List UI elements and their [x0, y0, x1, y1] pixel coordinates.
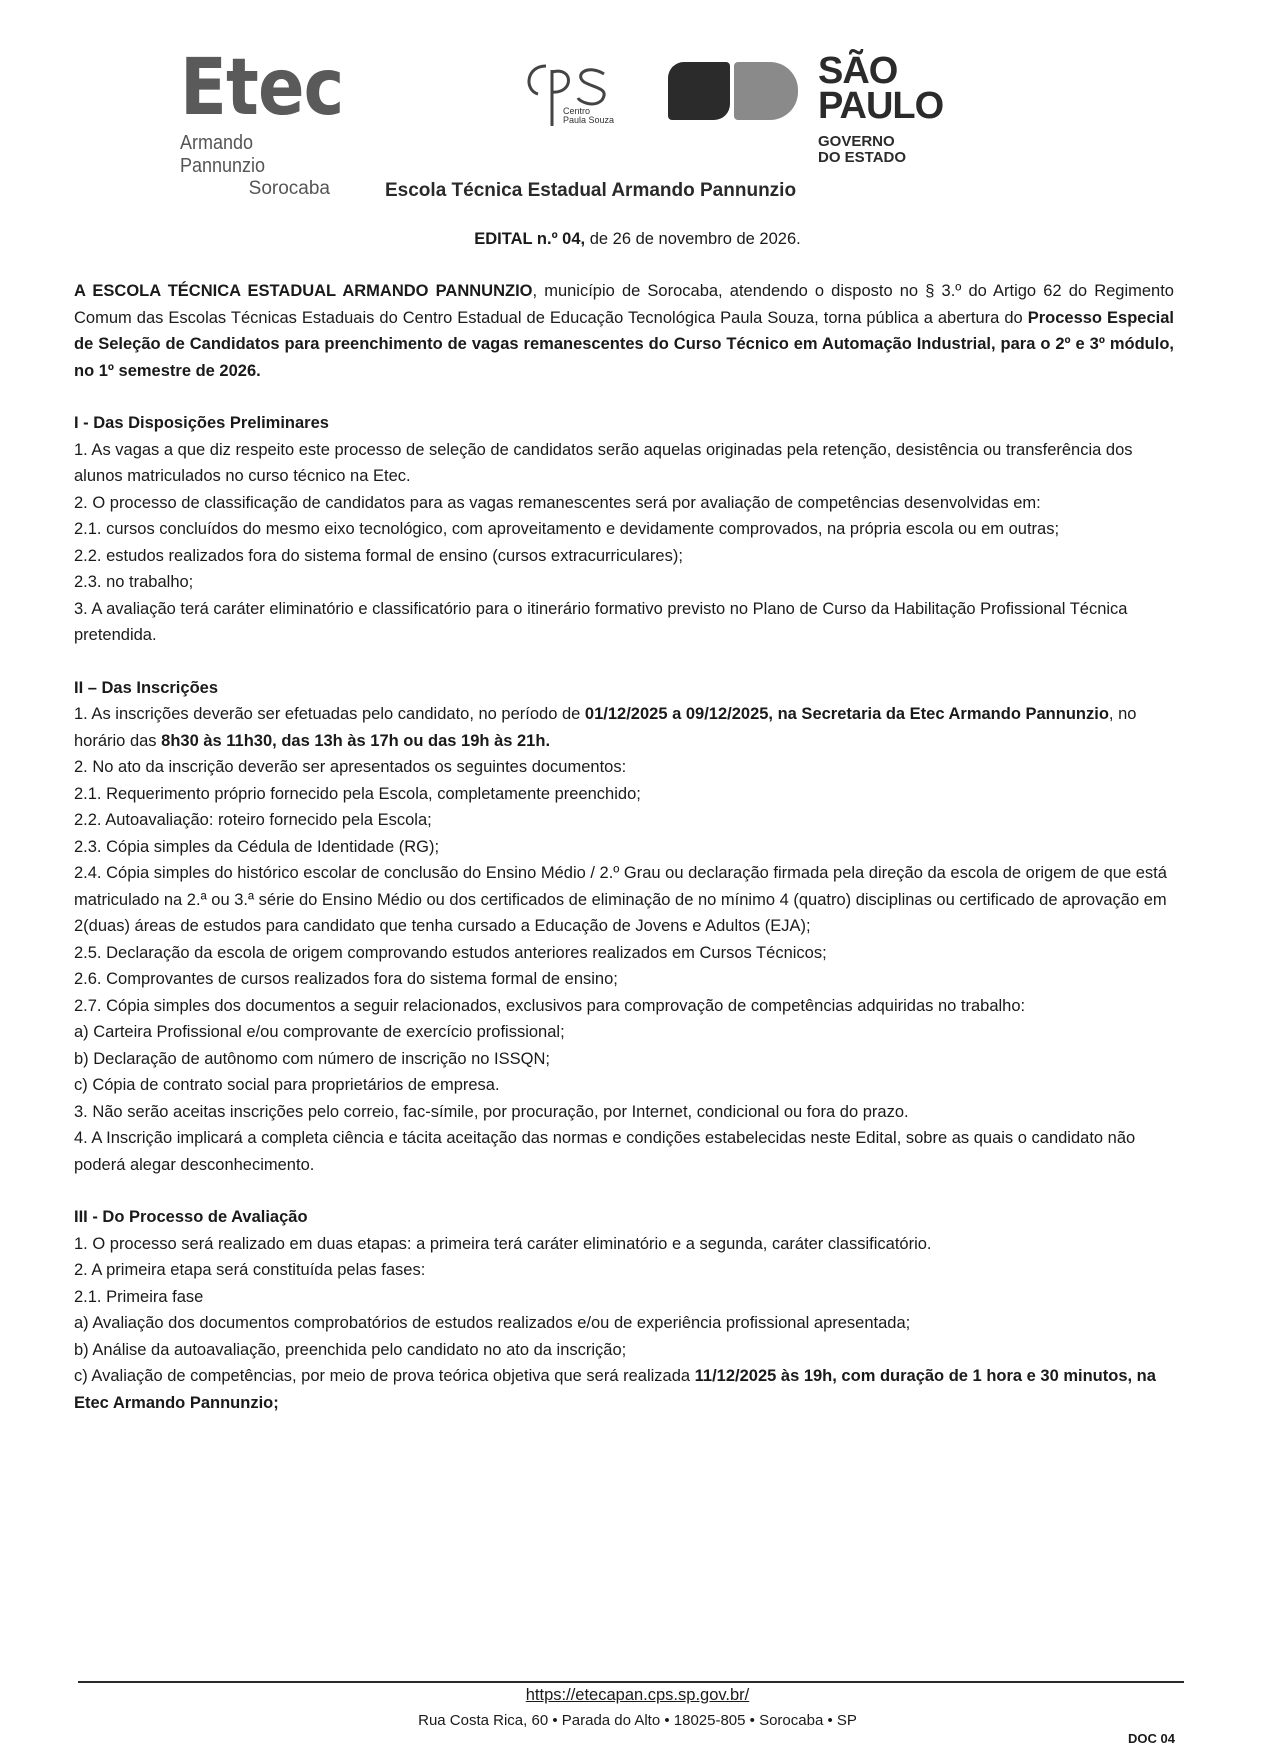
footer-address: Rua Costa Rica, 60 • Parada do Alto • 18025-805 • Sorocaba • SP [418, 1712, 857, 1729]
list-item: 2.7. Cópia simples dos documentos a seguir relacionados, exclusivos para comprovação de competências adquiridas no trabalho: [74, 996, 1026, 1015]
list-item [74, 1363, 1174, 1416]
list-item: 2.6. Comprovantes de cursos realizados fora do sistema formal de ensino; [74, 970, 618, 988]
list-item: 3. A avaliação terá caráter eliminatório e classificatório para o itinerário formativo previsto no Plano de Curso da Habilitação Profissional Técnica pretendida. [74, 599, 1128, 644]
list-item: 2.4. Cópia simples do histórico escolar de conclusão do Ensino Médio / 2.º Grau ou declaração firmada pela direção da escola de origem de que está matriculado na 2.ª ou 3.ª série do Ensino Médio ou dos certificados de eliminação de no mínimo 4 (quatro) disciplinas ou certificado de aprovação em 2(duas) áreas de estudos para candidato que tenha cursado a Educação de Jovens e Adultos (EJA); [74, 864, 1167, 935]
list-item: c) Cópia de contrato social para proprietários de empresa. [74, 1076, 500, 1094]
sao-paulo-logo-icon [668, 62, 798, 120]
list-item: 1. As vagas a que diz respeito este processo de seleção de candidatos serão aquelas originadas pela retenção, desistência ou transferência dos alunos matriculados no curso técnico na Etec. [74, 440, 1133, 485]
footer-divider [78, 1681, 1184, 1683]
inscricoes-period: 01/12/2025 a 09/12/2025, na Secretaria da Etec Armando Pannunzio [584, 705, 1109, 723]
intro-school-name: A ESCOLA TÉCNICA ESTADUAL ARMANDO PANNUNZIO [74, 282, 533, 300]
cps-logo-text [563, 107, 614, 125]
intro-process-title: Processo Especial de Seleção de Candidatos para preenchimento de vagas remanescentes do Curso Técnico em Automação Industrial, para o 2º e 3º módulo, no 1º semestre de 2026. [74, 308, 1174, 380]
list-item: b) Declaração de autônomo com número de inscrição no ISSQN; [74, 1049, 550, 1068]
list-item: 2.2. Autoavaliação: roteiro fornecido pela Escola; [74, 811, 432, 829]
list-item: 2. No ato da inscrição deverão ser apresentados os seguintes documentos: [74, 758, 627, 776]
list-item: 2.1. Requerimento próprio fornecido pela Escola, completamente preenchido; [74, 784, 641, 803]
edital-number: EDITAL n.º 04, [474, 230, 586, 248]
sp-logo-s-shape [668, 62, 730, 120]
list-item: 2.5. Declaração da escola de origem comprovando estudos anteriores realizados em Cursos Técnicos; [74, 943, 827, 962]
etec-logo-city: Sorocaba [248, 178, 330, 199]
sp-logo-line1: SÃO [818, 50, 898, 92]
cps-logo-line2: Paula Souza [563, 115, 615, 125]
inscricoes-text: , no horário das [74, 705, 1137, 750]
sp-logo-gov2: DO ESTADO [818, 149, 907, 166]
school-name: Escola Técnica Estadual Armando Pannunzio [385, 180, 797, 201]
section-title-inscricoes: II – Das Inscrições [74, 678, 218, 697]
list-item: 2. A primeira etapa será constituída pelas fases: [74, 1261, 426, 1279]
list-item: 2.3. no trabalho; [74, 573, 194, 591]
list-item: 2.1. Primeira fase [74, 1287, 204, 1306]
intro-text: , município de Sorocaba, atendendo o disposto no § 3.º do Artigo 62 do Regimento Comum das Escolas Técnicas Estaduais do Centro Estadual de Educação Tecnológica Paula Souza, torna pública a abertura do [74, 282, 1174, 327]
list-item: 1. O processo será realizado em duas etapas: a primeira terá caráter eliminatório e a segunda, caráter classificatório. [74, 1234, 932, 1253]
footer-website-link[interactable]: https://etecapan.cps.sp.gov.br/ [525, 1686, 750, 1704]
list-item: b) Análise da autoavaliação, preenchida pelo candidato no ato da inscrição; [74, 1340, 627, 1359]
etec-logo-school: Armando Pannunzio [180, 132, 266, 177]
list-item: 4. A Inscrição implicará a completa ciência e tácita aceitação das normas e condições estabelecidas neste Edital, sobre as quais o candidato não poderá alegar desconhecimento. [74, 1129, 1136, 1174]
section-title-preliminares: I - Das Disposições Preliminares [74, 414, 329, 432]
sp-logo-government [818, 134, 906, 166]
edital-date: de 26 de novembro de 2026. [585, 230, 801, 248]
document-body [74, 278, 1174, 1416]
sp-logo-title [818, 50, 944, 127]
etec-logo-word: Etec [180, 43, 344, 133]
list-item: 3. Não serão aceitas inscrições pelo correio, fac-símile, por procuração, por Internet, condicional ou fora do prazo. [74, 1102, 909, 1121]
avaliacao-text: c) Avaliação de competências, por meio de prova teórica objetiva que será realizada [74, 1367, 695, 1385]
inscricoes-text: 1. As inscrições deverão ser efetuadas pelo candidato, no período de [74, 705, 585, 723]
sp-logo-p-shape [734, 62, 798, 120]
list-item: 2.2. estudos realizados fora do sistema formal de ensino (cursos extracurriculares); [74, 546, 683, 565]
avaliacao-date: 11/12/2025 às 19h, com duração de 1 hora e 30 minutos, na Etec Armando Pannunzio; [74, 1367, 1156, 1412]
sp-logo-gov1: GOVERNO [818, 133, 895, 150]
edital-title [0, 230, 1275, 249]
sp-logo-line2: PAULO [818, 85, 944, 127]
list-item: 2. O processo de classificação de candidatos para as vagas remanescentes será por avaliação de competências desenvolvidas em: [74, 493, 1041, 512]
list-item: 2.3. Cópia simples da Cédula de Identidade (RG); [74, 837, 440, 856]
intro-paragraph [74, 278, 1174, 384]
inscricoes-hours: 8h30 às 11h30, das 13h às 17h ou das 19h às 21h. [161, 731, 551, 750]
etec-logo [180, 43, 360, 200]
document-code: DOC 04 [1128, 1731, 1175, 1746]
section-title-avaliacao: III - Do Processo de Avaliação [74, 1208, 308, 1226]
list-item: a) Carteira Profissional e/ou comprovante de exercício profissional; [74, 1023, 565, 1041]
cps-logo-line1: Centro [563, 106, 591, 116]
list-item: 2.1. cursos concluídos do mesmo eixo tecnológico, com aproveitamento e devidamente comprovados, na própria escola ou em outras; [74, 520, 1060, 538]
list-item: a) Avaliação dos documentos comprobatórios de estudos realizados e/ou de experiência profissional apresentada; [74, 1314, 911, 1332]
list-item [74, 701, 1174, 754]
